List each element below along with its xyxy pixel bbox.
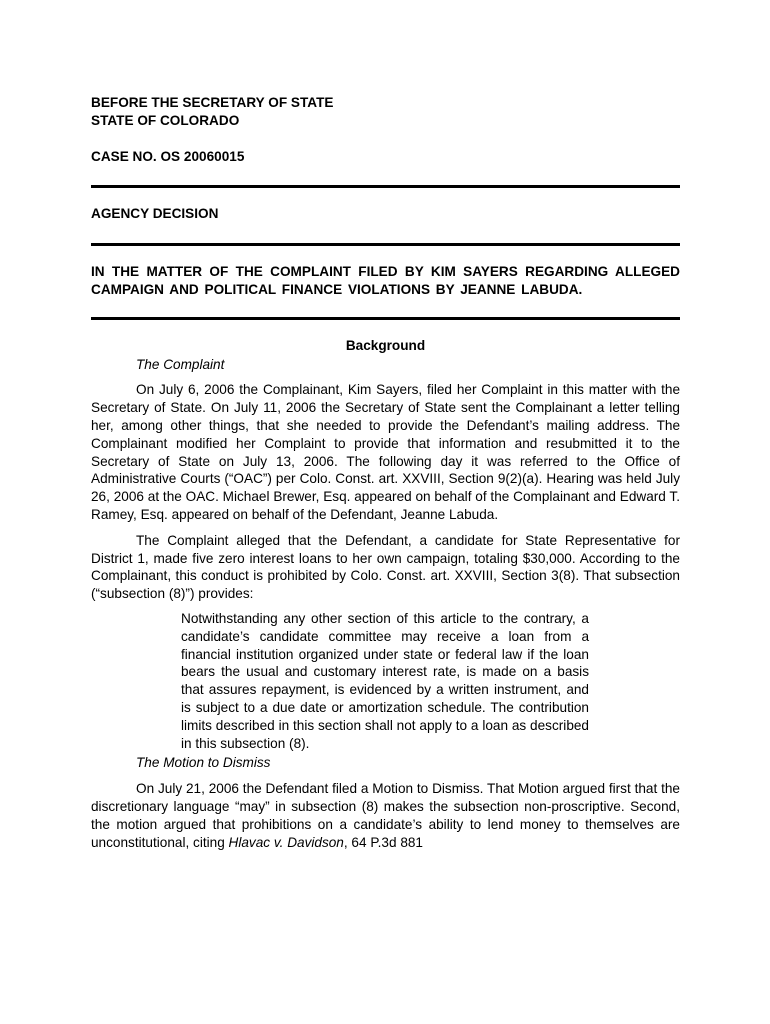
court-name: BEFORE THE SECRETARY OF STATE — [91, 95, 334, 110]
paragraph — [91, 780, 680, 851]
paragraph-text: On July 21, 2006 the Defendant filed a Motion to Dismiss. That Motion argued first that the discretionary language “may” in subsection (8) makes the subsection non-proscriptive. Second, the motion argued that prohibitions on a candidate’s ability to lend money to themselves are unconstitutional, citing — [91, 781, 680, 850]
case-citation: Hlavac v. Davidson — [228, 834, 344, 850]
paragraph: On July 6, 2006 the Complainant, Kim Sayers, filed her Complaint in this matter with the Secretary of State. On July 11, 2006 the Secretary of State sent the Complainant a letter telling her, among other things, that she needed to provide the Defendant’s mailing address. The Complainant modified her Complaint to provide that information and resubmitted it to the Secretary of State on July 13, 2006. The following day it was referred to the Office of Administrative Courts (“OAC”) per Colo. Const. art. XXVIII, Section 9(2)(a). Hearing was held July 26, 2006 at the OAC. Michael Brewer, Esq. appeared on behalf of the Complainant and Edward T. Ramey, Esq. appeared on behalf of the Defendant, Jeanne Labuda. — [91, 382, 680, 522]
subsection-title: The Motion to Dismiss — [136, 755, 271, 771]
block-quote: Notwithstanding any other section of this article to the contrary, a candidate’s candidate committee may receive a loan from a financial institution organized under state or federal law if the loan bears the usual and customary interest rate, is made on a basis that assures repayment, is evidenced by a written instrument, and is subject to a due date or amortization schedule. The contribution limits described in this section shall not apply to a loan as described in this subsection (8). — [181, 610, 589, 751]
paragraph-text: , 64 P.3d 881 — [343, 834, 423, 850]
state-name: STATE OF COLORADO — [91, 112, 240, 128]
case-number: CASE NO. OS 20060015 — [91, 148, 245, 164]
document-page — [91, 94, 680, 851]
paragraph: The Complaint alleged that the Defendant, a candidate for State Representative for District 1, made five zero interest loans to her own campaign, totaling $30,000. According to the Complainant, this conduct is prohibited by Colo. Const. art. XXVIII, Section 3(8). That subsection (“subsection (8)”) provides: — [91, 532, 680, 602]
document-type: AGENCY DECISION — [91, 206, 219, 222]
case-caption: IN THE MATTER OF THE COMPLAINT FILED BY KIM SAYERS REGARDING ALLEGED CAMPAIGN AND POLITICAL FINANCE VIOLATIONS BY JEANNE LABUDA. — [91, 264, 680, 297]
subsection-title: The Complaint — [136, 356, 225, 372]
section-title: Background — [345, 337, 426, 353]
